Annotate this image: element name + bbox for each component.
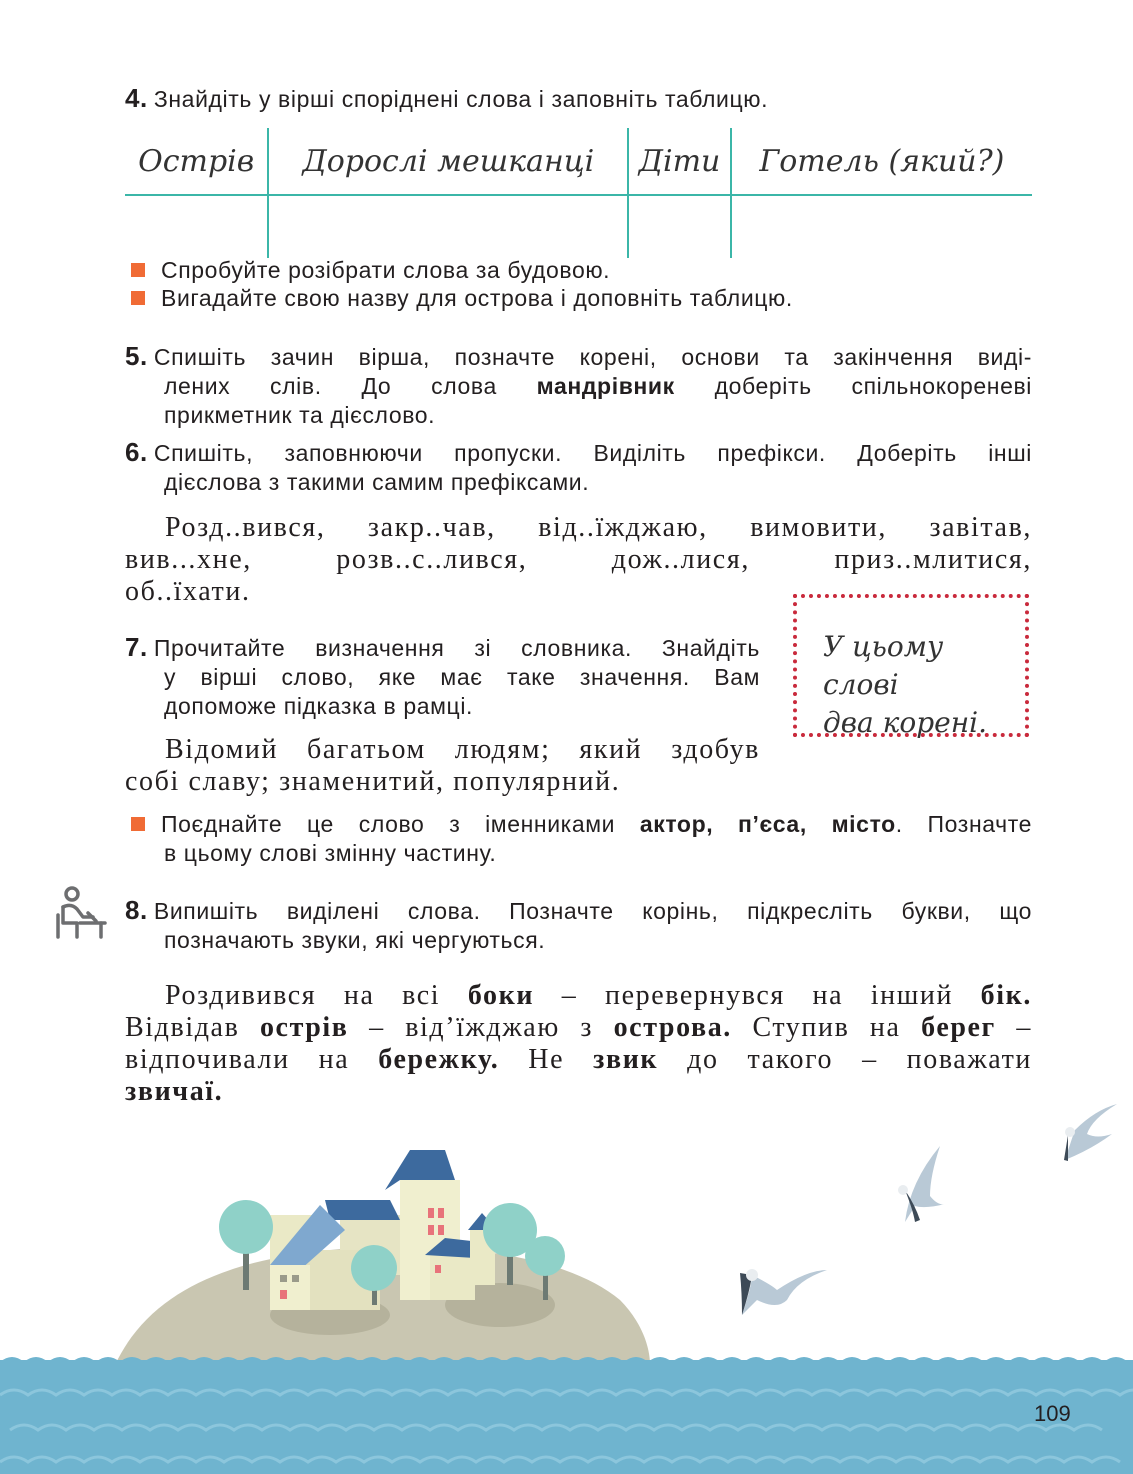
text: Відвідав xyxy=(125,1012,260,1043)
task-text: Спишіть, заповнюючи пропуски. Виділіть префікси. Доберіть інші xyxy=(153,440,1032,466)
task-text: Випишіть виділені слова. Позначте корінь, підкресліть букви, що xyxy=(153,898,1032,924)
task-number: 6. xyxy=(125,437,148,467)
task6 xyxy=(125,438,1032,497)
task-text: прикметник та дієслово. xyxy=(164,402,436,428)
task-text: Поєднайте це слово з іменниками xyxy=(161,811,616,837)
task-text: доберіть спільнокореневі xyxy=(714,373,1033,399)
task-text: позначають звуки, які чергуються. xyxy=(164,927,546,953)
task-text: лених слів. До слова xyxy=(164,373,497,399)
task4-heading xyxy=(125,84,768,114)
text: Не xyxy=(499,1044,594,1075)
table-header: Острів xyxy=(125,128,268,195)
seagull-icon xyxy=(898,1146,945,1222)
task8-exercise xyxy=(125,980,1032,1108)
task-number: 8. xyxy=(125,895,148,925)
exercise-line: Розд..вився, закр..чав, від..їжджаю, вимовити, завітав, xyxy=(165,512,1032,543)
bold-word: звичаї. xyxy=(125,1076,224,1107)
bold-word: звик xyxy=(593,1044,659,1075)
task-number: 7. xyxy=(125,632,148,662)
seagull-icon xyxy=(740,1269,827,1315)
exercise-line: об..їхати. xyxy=(125,576,251,607)
text: до такого – поважати xyxy=(658,1044,1033,1075)
table-header: Дорослі мешканці xyxy=(268,128,628,195)
bold-word: берег xyxy=(921,1012,996,1043)
table-cell xyxy=(268,195,628,258)
task-text: Знайдіть у вірші споріднені слова і заповніть таблицю. xyxy=(153,86,769,112)
table-header: Готель (який?) xyxy=(731,128,1032,195)
task-text: Спишіть зачин вірша, позначте корені, основи та закінчення виді- xyxy=(153,344,1032,370)
task-text: . Позначте xyxy=(895,811,1032,837)
tree xyxy=(351,1245,397,1291)
task-text: в цьому слові змінну частину. xyxy=(164,840,497,866)
task-number: 5. xyxy=(125,341,148,371)
table-cell xyxy=(125,195,268,258)
bold-word: мандрівник xyxy=(536,373,675,399)
bold-word: бік. xyxy=(980,980,1032,1011)
bold-word: острів xyxy=(259,1012,349,1043)
student-at-desk-icon xyxy=(55,885,107,939)
bullet-text: Вигадайте свою назву для острова і доповніть таблицю. xyxy=(161,285,793,311)
bold-word: бережку. xyxy=(378,1044,500,1075)
page-number: 109 xyxy=(1034,1401,1071,1426)
task7-definition xyxy=(125,734,760,798)
task-text: дієслова з такими самим префіксами. xyxy=(164,469,590,495)
task-text: Прочитайте визначення зі словника. Знайдіть xyxy=(153,635,760,661)
definition-line: Відомий багатьом людям; який здобув xyxy=(165,734,760,765)
text: Ступив на xyxy=(731,1012,922,1043)
hint-line: два корені. xyxy=(823,706,988,739)
bullet-text: Спробуйте розібрати слова за будовою. xyxy=(161,257,611,283)
tree xyxy=(219,1200,273,1254)
table-cell xyxy=(731,195,1032,258)
task7-bullet xyxy=(161,810,1032,868)
text: – від’їжджаю з xyxy=(348,1012,614,1043)
hint-line: У цьому слові xyxy=(823,630,944,701)
definition-line: собі славу; знаменитий, популярний. xyxy=(125,766,621,797)
task4-table xyxy=(125,128,1032,258)
hint-frame xyxy=(793,594,1029,737)
task-text: у вірші слово, яке має таке значення. Вам xyxy=(164,664,760,690)
seagull-icon xyxy=(1064,1104,1117,1161)
task8 xyxy=(125,896,1032,955)
text: – xyxy=(995,1012,1033,1043)
task-number: 4. xyxy=(125,83,148,113)
house xyxy=(430,1255,475,1300)
exercise-line: вив...хне, розв..с..лився, дож..лися, приз..млитися, xyxy=(125,544,1032,575)
orange-square-bullet-icon xyxy=(131,817,145,831)
text: Роздивився на всі xyxy=(165,980,468,1011)
bold-word: острова. xyxy=(613,1012,732,1043)
orange-square-bullet-icon xyxy=(131,291,145,305)
orange-square-bullet-icon xyxy=(131,263,145,277)
bold-word: боки xyxy=(467,980,535,1011)
text: відпочивали на xyxy=(125,1044,379,1075)
text: – перевернувся на інший xyxy=(534,980,981,1011)
island-illustration xyxy=(0,1100,1133,1474)
bold-words: актор, п’єса, місто xyxy=(639,811,896,837)
table-cell xyxy=(628,195,731,258)
tree xyxy=(525,1236,565,1276)
task5 xyxy=(125,342,1032,430)
task7 xyxy=(125,633,760,721)
table-header: Діти xyxy=(628,128,731,195)
roof xyxy=(325,1200,400,1220)
task-text: допоможе підказка в рамці. xyxy=(164,693,474,719)
